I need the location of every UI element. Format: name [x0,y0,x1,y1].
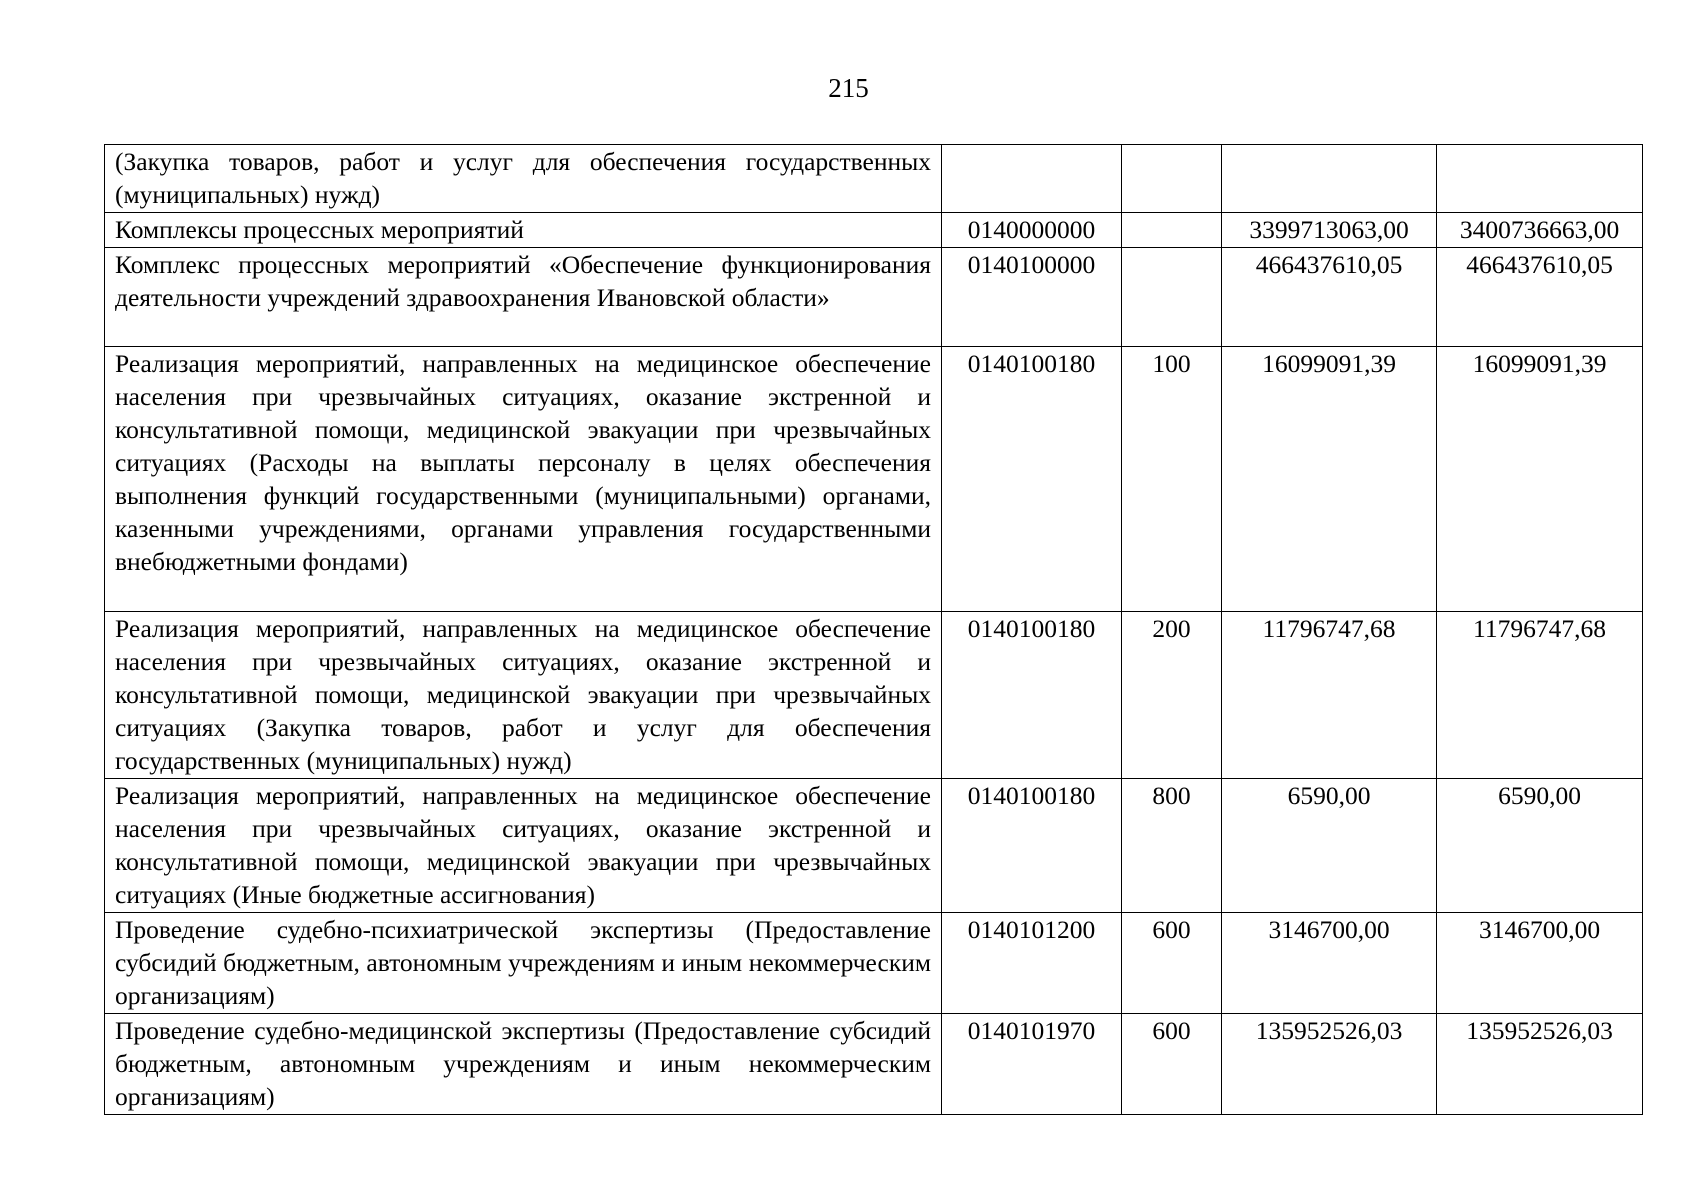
amount-cell: 466437610,05 [1437,248,1643,347]
target-code-cell [942,145,1122,213]
description-cell: Проведение судебно-медицинской экспертизы (Предоставление субсидий бюджетным, автономным учреждениям и иным некоммерческим организациям) [105,1014,942,1115]
budget-table [104,144,1643,1115]
table-row [105,612,1643,779]
description-cell: (Закупка товаров, работ и услуг для обеспечения государственных (муниципальных) нужд) [105,145,942,213]
expense-type-cell [1122,145,1222,213]
amount-cell: 16099091,39 [1437,347,1643,612]
description-cell: Проведение судебно-психиатрической экспертизы (Предоставление субсидий бюджетным, автономным учреждениям и иным некоммерческим организациям) [105,913,942,1014]
amount-cell: 135952526,03 [1222,1014,1437,1115]
table-row [105,913,1643,1014]
amount-cell: 16099091,39 [1222,347,1437,612]
target-code-cell: 0140100000 [942,248,1122,347]
page-number: 215 [828,73,869,103]
target-code-cell: 0140100180 [942,347,1122,612]
table-row [105,779,1643,913]
expense-type-cell [1122,213,1222,248]
target-code-cell: 0140101200 [942,913,1122,1014]
target-code-cell: 0140100180 [942,779,1122,913]
description-cell: Комплекс процессных мероприятий «Обеспечение функционирования деятельности учреждений здравоохранения Ивановской области» [105,248,942,347]
table-row [105,248,1643,347]
target-code-cell: 0140100180 [942,612,1122,779]
amount-cell: 3399713063,00 [1222,213,1437,248]
amount-cell: 466437610,05 [1222,248,1437,347]
table-row [105,1014,1643,1115]
description-cell: Реализация мероприятий, направленных на медицинское обеспечение населения при чрезвычайных ситуациях, оказание экстренной и консультативной помощи, медицинской эвакуации при чрезвычайных ситуациях (Расходы на выплаты персоналу в целях обеспечения выполнения функций государственными (муниципальными) органами, казенными учреждениями, органами управления государственными внебюджетными фондами) [105,347,942,612]
expense-type-cell: 100 [1122,347,1222,612]
expense-type-cell [1122,248,1222,347]
amount-cell: 3400736663,00 [1437,213,1643,248]
description-cell: Комплексы процессных мероприятий [105,213,942,248]
amount-cell [1437,145,1643,213]
amount-cell: 3146700,00 [1222,913,1437,1014]
amount-cell: 135952526,03 [1437,1014,1643,1115]
description-cell: Реализация мероприятий, направленных на медицинское обеспечение населения при чрезвычайных ситуациях, оказание экстренной и консультативной помощи, медицинской эвакуации при чрезвычайных ситуациях (Закупка товаров, работ и услуг для обеспечения государственных (муниципальных) нужд) [105,612,942,779]
amount-cell: 11796747,68 [1437,612,1643,779]
amount-cell: 6590,00 [1437,779,1643,913]
description-cell: Реализация мероприятий, направленных на медицинское обеспечение населения при чрезвычайных ситуациях, оказание экстренной и консультативной помощи, медицинской эвакуации при чрезвычайных ситуациях (Иные бюджетные ассигнования) [105,779,942,913]
expense-type-cell: 600 [1122,913,1222,1014]
table-row [105,347,1643,612]
expense-type-cell: 600 [1122,1014,1222,1115]
amount-cell: 6590,00 [1222,779,1437,913]
target-code-cell: 0140000000 [942,213,1122,248]
expense-type-cell: 800 [1122,779,1222,913]
expense-type-cell: 200 [1122,612,1222,779]
table-row [105,145,1643,213]
amount-cell [1222,145,1437,213]
amount-cell: 11796747,68 [1222,612,1437,779]
amount-cell: 3146700,00 [1437,913,1643,1014]
table-row [105,213,1643,248]
target-code-cell: 0140101970 [942,1014,1122,1115]
